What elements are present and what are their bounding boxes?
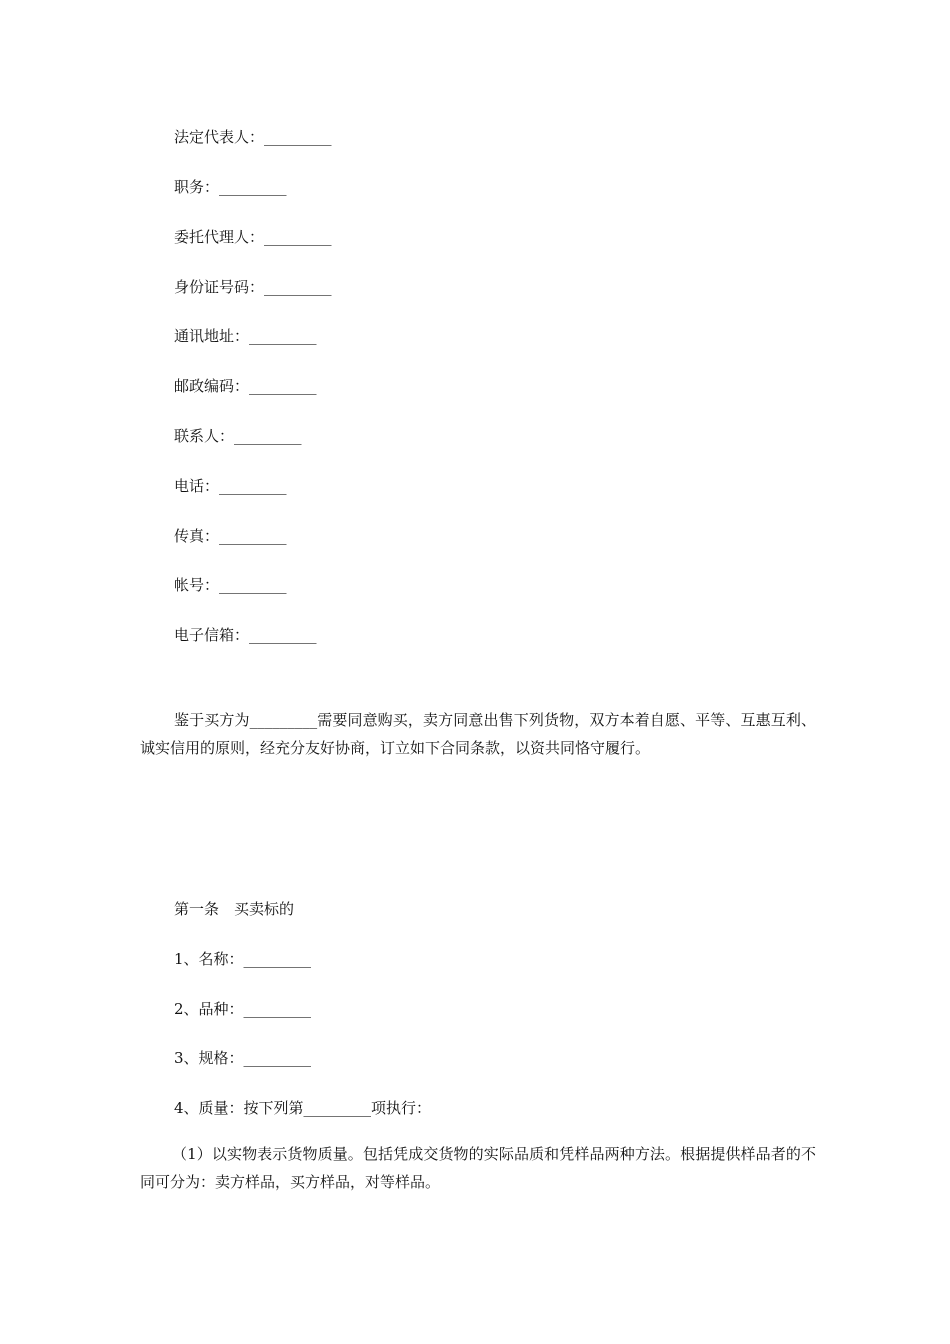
- item-spec: 3、规格：_________: [174, 1049, 312, 1067]
- field-postal-code: 邮政编码：_________: [174, 377, 317, 395]
- field-phone: 电话：_________: [174, 477, 287, 495]
- preamble-paragraph: 鉴于买方为_________需要同意购买，卖方同意出售下列货物，双方本着自愿、平等、互惠互利、诚实信用的原则，经充分友好协商，订立如下合同条款，以资共同恪守履行。: [140, 711, 816, 757]
- item-name: 1、名称：_________: [174, 950, 312, 968]
- field-address: 通讯地址：_________: [174, 327, 317, 345]
- field-contact: 联系人：_________: [174, 427, 302, 445]
- quality-note-paragraph: （1）以实物表示货物质量。包括凭成交货物的实际品质和凭样品两种方法。根据提供样品者的不同可分为：卖方样品，买方样品，对等样品。: [140, 1145, 816, 1191]
- field-fax: 传真：_________: [174, 527, 287, 545]
- field-legal-representative: 法定代表人：_________: [174, 128, 332, 146]
- field-email: 电子信箱：_________: [174, 626, 317, 644]
- item-variety: 2、品种：_________: [174, 1000, 312, 1018]
- item-quality: 4、质量：按下列第_________项执行：: [174, 1099, 432, 1117]
- article-heading: 第一条 买卖标的: [174, 900, 295, 918]
- field-position: 职务：_________: [174, 178, 287, 196]
- field-account: 帐号：_________: [174, 576, 287, 594]
- field-authorized-agent: 委托代理人：_________: [174, 228, 332, 246]
- field-id-number: 身份证号码：_________: [174, 278, 332, 296]
